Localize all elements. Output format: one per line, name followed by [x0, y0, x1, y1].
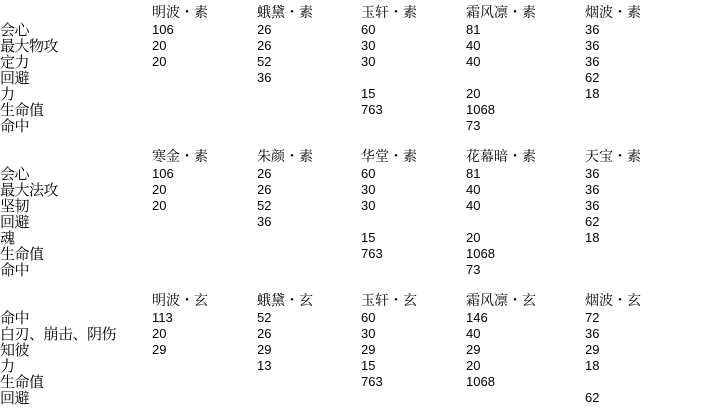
- item-column: [466, 292, 586, 406]
- stat-value: 20: [152, 326, 167, 341]
- stat-value: 73: [466, 262, 481, 277]
- stat-label: 魂: [0, 229, 15, 247]
- stat-value: [152, 246, 272, 262]
- item-name: 寒金・素: [152, 149, 208, 165]
- stat-value: [585, 374, 702, 390]
- stat-value: 81: [466, 22, 481, 37]
- stat-value: 36: [585, 182, 600, 197]
- stat-value: [257, 262, 377, 278]
- item-name: 玉轩・玄: [361, 293, 417, 309]
- stat-value: 26: [257, 38, 272, 53]
- item-column: [257, 148, 377, 278]
- stat-label: 回避: [0, 213, 30, 231]
- item-column: [361, 292, 481, 406]
- stat-value: 13: [257, 358, 272, 373]
- stat-value: 29: [466, 342, 481, 357]
- item-name: 朱颜・素: [257, 149, 313, 165]
- stat-value: 62: [585, 70, 600, 85]
- stat-value: 52: [257, 198, 272, 213]
- stat-value: [257, 102, 377, 118]
- item-column: [257, 4, 377, 134]
- stat-value: 81: [466, 166, 481, 181]
- stat-value: [152, 390, 272, 406]
- stat-value: 763: [361, 102, 383, 117]
- stat-value: [152, 262, 272, 278]
- stat-label: 会心: [0, 165, 30, 183]
- stat-value: 113: [152, 310, 173, 325]
- stat-value: 20: [152, 38, 167, 53]
- stat-value: [152, 70, 272, 86]
- stat-value: [257, 118, 377, 134]
- stat-value: 30: [361, 326, 376, 341]
- stat-label: 会心: [0, 21, 30, 39]
- stat-labels: [0, 166, 150, 278]
- stat-value: 26: [257, 182, 272, 197]
- stat-labels: [0, 22, 150, 134]
- item-name: 蛾黛・玄: [257, 293, 313, 309]
- item-column: [152, 148, 272, 278]
- stat-value: 36: [585, 198, 600, 213]
- stat-value: 30: [361, 182, 376, 197]
- stat-value: 36: [257, 214, 272, 229]
- stat-value: [152, 374, 272, 390]
- stat-value: 15: [361, 230, 376, 245]
- stat-value: [361, 214, 481, 230]
- item-name: 烟波・玄: [585, 293, 641, 309]
- stat-value: [585, 246, 702, 262]
- stat-value: [257, 86, 377, 102]
- stat-value: 1068: [466, 246, 495, 261]
- item-name: 明波・玄: [152, 293, 208, 309]
- stat-value: 26: [257, 326, 272, 341]
- stat-value: 36: [585, 54, 600, 69]
- stat-value: 106: [152, 166, 174, 181]
- stat-label: 命中: [0, 117, 30, 135]
- stat-value: 30: [361, 54, 376, 69]
- stat-value: 20: [466, 86, 481, 101]
- stat-value: 29: [361, 342, 376, 357]
- stat-value: [152, 102, 272, 118]
- stat-label: 定力: [0, 53, 30, 71]
- stat-value: 763: [361, 374, 383, 389]
- item-name: 玉轩・素: [361, 5, 417, 21]
- stat-value: [466, 390, 586, 406]
- item-column: [361, 148, 481, 278]
- stat-value: 40: [466, 198, 481, 213]
- stat-value: 40: [466, 54, 481, 69]
- stat-value: [361, 262, 481, 278]
- stat-value: 30: [361, 38, 376, 53]
- stat-value: 36: [585, 166, 600, 181]
- stat-value: [466, 214, 586, 230]
- stat-value: [257, 390, 377, 406]
- stat-value: [361, 118, 481, 134]
- item-column: [152, 4, 272, 134]
- stat-value: 20: [152, 182, 167, 197]
- stat-value: 20: [152, 198, 167, 213]
- stat-label: 生命值: [0, 245, 44, 263]
- stat-value: [257, 246, 377, 262]
- stat-value: 29: [257, 342, 272, 357]
- stat-value: 1068: [466, 374, 495, 389]
- item-column: [152, 292, 272, 406]
- stat-value: 52: [257, 310, 272, 325]
- stat-value: 26: [257, 22, 272, 37]
- stat-value: [361, 390, 481, 406]
- stat-value: 763: [361, 246, 383, 261]
- stat-label: 力: [0, 357, 15, 375]
- stat-value: 29: [152, 342, 167, 357]
- stat-value: 52: [257, 54, 272, 69]
- item-column: [466, 148, 586, 278]
- stat-value: [585, 118, 702, 134]
- stat-label: 生命值: [0, 101, 44, 119]
- item-name: 华堂・素: [361, 149, 417, 165]
- stat-value: [257, 374, 377, 390]
- stat-value: [466, 70, 586, 86]
- stat-label: 回避: [0, 389, 30, 407]
- stat-label: 回避: [0, 69, 30, 87]
- stat-value: 20: [466, 230, 481, 245]
- stat-value: 18: [585, 86, 600, 101]
- stat-value: 62: [585, 214, 600, 229]
- stat-value: 62: [585, 390, 600, 405]
- stat-value: 60: [361, 166, 376, 181]
- stat-value: [152, 230, 272, 246]
- stat-value: 40: [466, 326, 481, 341]
- stat-value: 18: [585, 230, 600, 245]
- item-column: [361, 4, 481, 134]
- item-column: [585, 148, 702, 278]
- stat-value: [152, 358, 272, 374]
- stat-value: 15: [361, 358, 376, 373]
- stat-value: 36: [585, 326, 600, 341]
- stat-label: 最大法攻: [0, 181, 59, 199]
- item-name: 烟波・素: [585, 5, 641, 21]
- stat-value: 1068: [466, 102, 495, 117]
- stat-value: 15: [361, 86, 376, 101]
- stat-value: 40: [466, 182, 481, 197]
- stat-value: 36: [257, 70, 272, 85]
- stat-value: 73: [466, 118, 481, 133]
- item-column: [257, 292, 377, 406]
- stat-label: 力: [0, 85, 15, 103]
- stat-value: 146: [466, 310, 488, 325]
- stat-label: 生命值: [0, 373, 44, 391]
- item-column: [585, 292, 702, 406]
- stat-value: 18: [585, 358, 600, 373]
- stat-value: [257, 230, 377, 246]
- stat-value: 20: [152, 54, 167, 69]
- stat-value: 30: [361, 198, 376, 213]
- item-name: 霜风凛・素: [466, 5, 536, 21]
- stat-value: [585, 262, 702, 278]
- stat-value: [152, 214, 272, 230]
- stat-value: 36: [585, 38, 600, 53]
- stat-label: 知彼: [0, 341, 30, 359]
- stat-value: [361, 70, 481, 86]
- stat-value: [152, 86, 272, 102]
- stat-value: 60: [361, 310, 376, 325]
- stat-value: 40: [466, 38, 481, 53]
- stat-value: [585, 102, 702, 118]
- item-column: [585, 4, 702, 134]
- stat-value: 106: [152, 22, 174, 37]
- item-column: [466, 4, 586, 134]
- item-name: 天宝・素: [585, 149, 641, 165]
- item-name: 蛾黛・素: [257, 5, 313, 21]
- stat-label: 命中: [0, 261, 30, 279]
- stat-value: 36: [585, 22, 600, 37]
- stat-value: 60: [361, 22, 376, 37]
- stat-value: 26: [257, 166, 272, 181]
- stat-label: 命中: [0, 309, 30, 327]
- stat-labels: [0, 310, 150, 406]
- stat-value: 20: [466, 358, 481, 373]
- item-name: 花幕暗・素: [466, 149, 536, 165]
- stat-label: 白刃、崩击、阴伤: [0, 325, 117, 343]
- item-name: 霜风凛・玄: [466, 293, 536, 309]
- stat-value: 29: [585, 342, 600, 357]
- stat-label: 坚韧: [0, 197, 30, 215]
- stat-label: 最大物攻: [0, 37, 59, 55]
- stat-value: [152, 118, 272, 134]
- item-name: 明波・素: [152, 5, 208, 21]
- stat-value: 72: [585, 310, 600, 325]
